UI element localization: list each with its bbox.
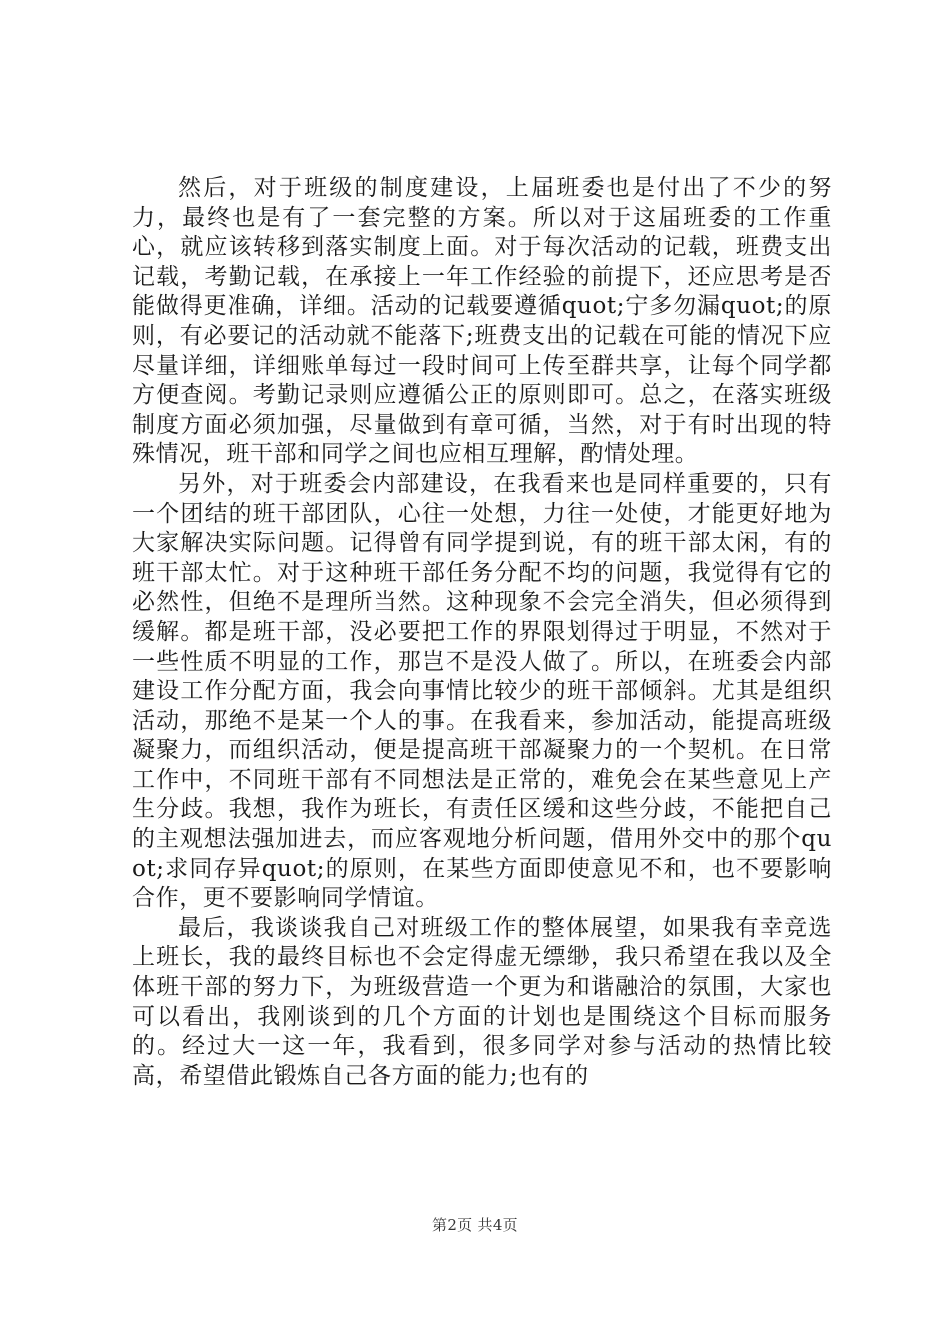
paragraph-system-building: 然后，对于班级的制度建设，上届班委也是付出了不少的努力，最终也是有了一套完整的方案。所以对于这届班委的工作重心，就应该转移到落实制度上面。对于每次活动的记载，班费支出记载，考勤记载，在承接上一年工作经验的前提下，还应思考是否能做得更准确，详细。活动的记载要遵循quot;宁多勿漏quot;的原则，有必要记的活动就不能落下;班费支出的记载在可能的情况下应尽量详细，详细账单每过一段时间可上传至群共享，让每个同学都方便查阅。考勤记录则应遵循公正的原则即可。总之，在落实班级制度方面必须加强，尽量做到有章可循，当然，对于有时出现的特殊情况，班干部和同学之间也应相互理解，酌情处理。 [132,175,832,468]
document-body [132,174,832,1091]
paragraph-outlook: 最后，我谈谈我自己对班级工作的整体展望，如果我有幸竞选上班长，我的最终目标也不会定得虚无缥缈，我只希望在我以及全体班干部的努力下，为班级营造一个更为和谐融洽的氛围，大家也可以看出，我刚谈到的几个方面的计划也是围绕这个目标而服务的。经过大一这一年，我看到，很多同学对参与活动的热情比较高，希望借此锻炼自己各方面的能力;也有的 [132,914,832,1089]
paragraph-committee-building: 另外，对于班委会内部建设，在我看来也是同样重要的，只有一个团结的班干部团队，心往一处想，力往一处使，才能更好地为大家解决实际问题。记得曾有同学提到说，有的班干部太闲，有的班干部太忙。对于这种班干部任务分配不均的问题，我觉得有它的必然性，但绝不是理所当然。这种现象不会完全消失，但必须得到缓解。都是班干部，没必要把工作的界限划得过于明显，不然对于一些性质不明显的工作，那岂不是没人做了。所以，在班委会内部建设工作分配方面，我会向事情比较少的班干部倾斜。尤其是组织活动，那绝不是某一个人的事。在我看来，参加活动，能提高班级凝聚力，而组织活动，便是提高班干部凝聚力的一个契机。在日常工作中，不同班干部有不同想法是正常的，难免会在某些意见上产生分歧。我想，我作为班长，有责任区缓和这些分歧，不能把自己的主观想法强加进去，而应客观地分析问题，借用外交中的那个quot;求同存异quot;的原则，在某些方面即使意见不和，也不要影响合作，更不要影响同学情谊。 [132,470,832,912]
page-footer: 第2页 共4页 [432,1216,518,1234]
